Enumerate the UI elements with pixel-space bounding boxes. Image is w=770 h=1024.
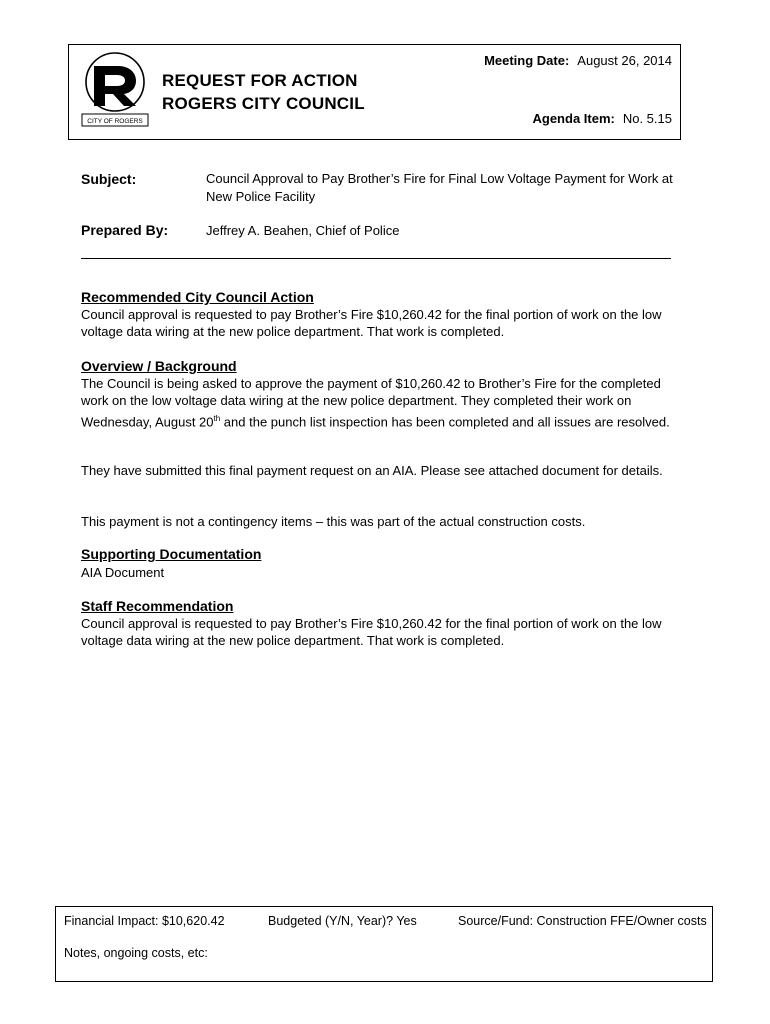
- overview-text-part1: The Council is being asked to approve the payment of $10,260.42 to Brother’s Fire for the completed work on the low voltage data wiring at the new police department. They completed their work on Wednesday, August 20: [81, 376, 661, 430]
- svg-text:CITY OF ROGERS: CITY OF ROGERS: [87, 118, 143, 125]
- subject-label: Subject:: [81, 171, 137, 187]
- meeting-date-label: Meeting Date:: [484, 53, 570, 68]
- agenda-item-value: No. 5.15: [622, 111, 672, 126]
- recommended-action-text: Council approval is requested to pay Brother’s Fire $10,260.42 for the final portion of work on the low voltage data wiring at the new police department. That work is completed.: [81, 307, 662, 340]
- overview-heading: Overview / Background: [81, 358, 237, 374]
- meeting-date: [484, 53, 672, 68]
- title-line-2: ROGERS CITY COUNCIL: [162, 94, 365, 113]
- supporting-documentation-text: AIA Document: [81, 565, 165, 580]
- title-line-1: REQUEST FOR ACTION: [162, 71, 358, 90]
- city-of-rogers-logo: [80, 52, 150, 128]
- staff-recommendation-heading: Staff Recommendation: [81, 598, 234, 614]
- overview-text: [81, 375, 691, 431]
- agenda-item: [533, 111, 673, 126]
- subject-value: Council Approval to Pay Brother’s Fire for Final Low Voltage Payment for Work at New Police Facility: [206, 171, 673, 204]
- prepared-by-value: Jeffrey A. Beahen, Chief of Police: [206, 223, 400, 238]
- staff-recommendation-text: Council approval is requested to pay Brother’s Fire $10,260.42 for the final portion of work on the low voltage data wiring at the new police department. That work is completed.: [81, 616, 662, 649]
- notes-label: Notes, ongoing costs, etc:: [64, 946, 208, 960]
- overview-superscript: th: [213, 413, 221, 423]
- recommended-action-heading: Recommended City Council Action: [81, 289, 314, 305]
- budgeted: Budgeted (Y/N, Year)? Yes: [268, 914, 417, 928]
- prepared-by-label: Prepared By:: [81, 222, 169, 238]
- divider: [81, 258, 671, 259]
- overview-paragraph-2: They have submitted this final payment request on an AIA. Please see attached document for details.: [81, 463, 663, 478]
- financial-impact: Financial Impact: $10,620.42: [64, 914, 225, 928]
- supporting-documentation-heading: Supporting Documentation: [81, 546, 262, 562]
- source-fund: Source/Fund: Construction FFE/Owner costs: [458, 914, 707, 928]
- overview-paragraph-3: This payment is not a contingency items – this was part of the actual construction costs.: [81, 514, 586, 529]
- overview-text-part2: and the punch list inspection has been completed and all issues are resolved.: [220, 414, 670, 430]
- meeting-date-value: August 26, 2014: [577, 53, 672, 68]
- agenda-item-label: Agenda Item:: [532, 111, 615, 126]
